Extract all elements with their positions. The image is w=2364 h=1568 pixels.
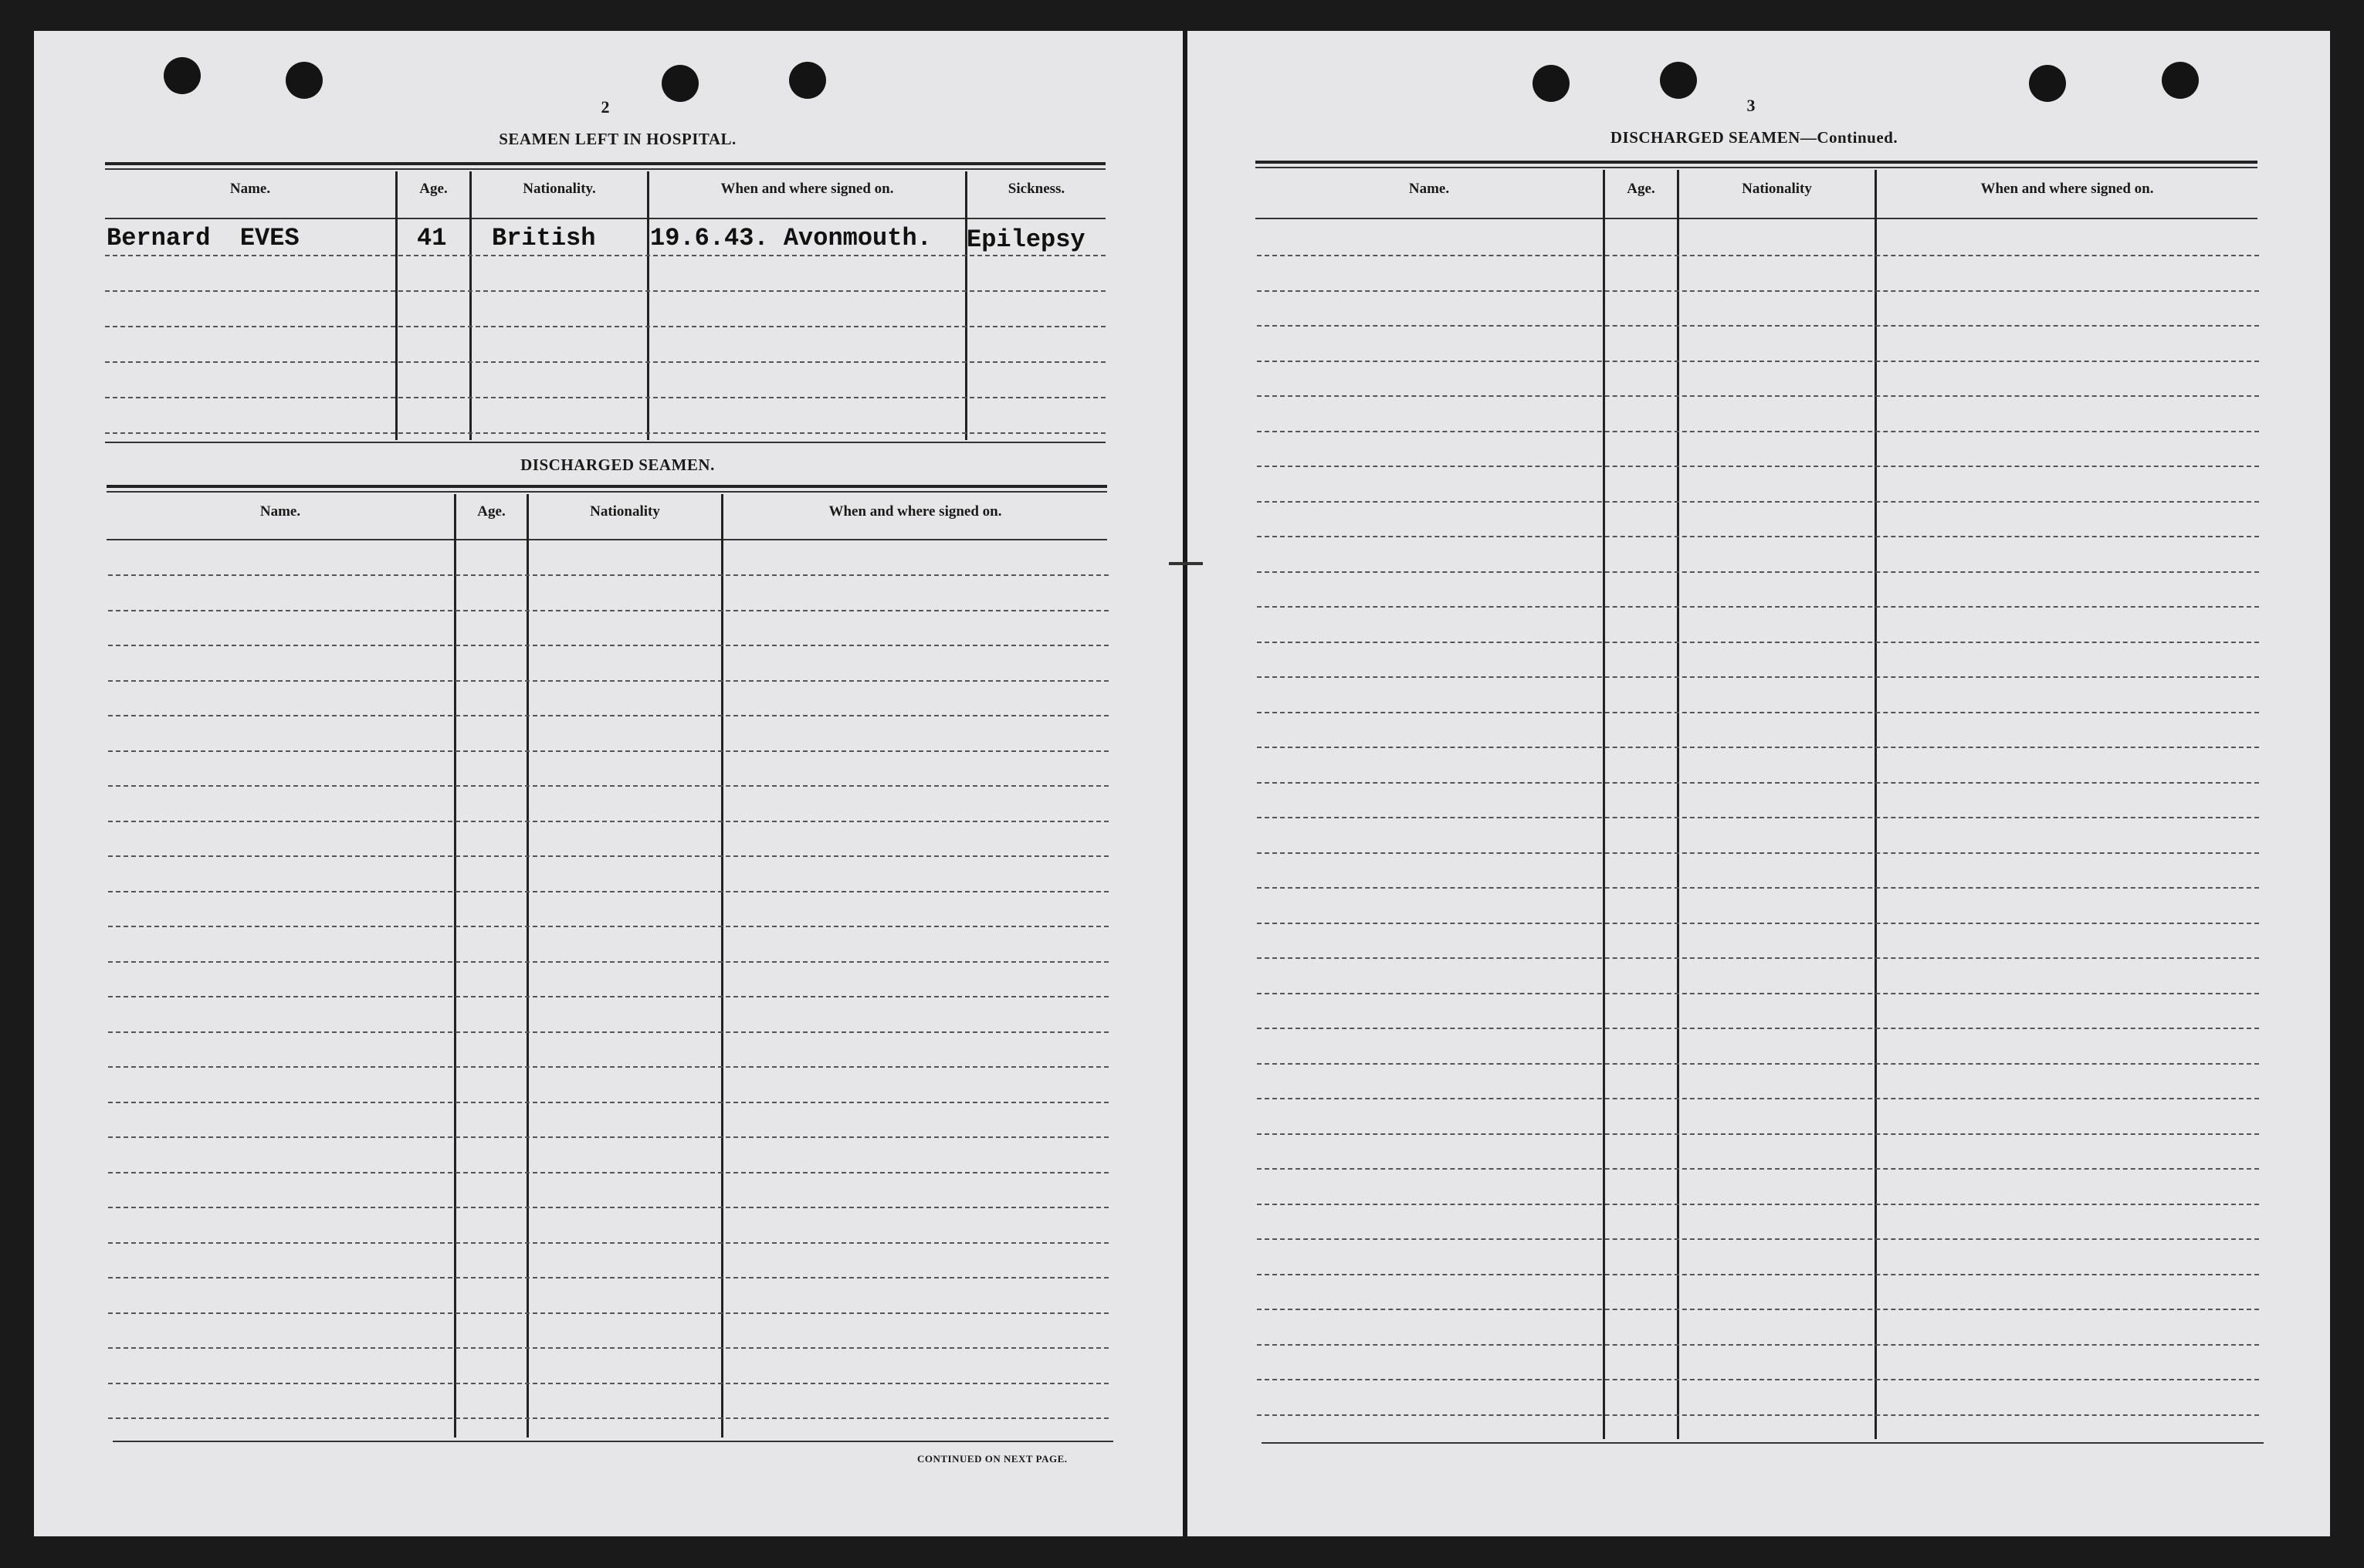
- row-rule: [108, 1172, 1109, 1173]
- punch-hole: [789, 62, 826, 99]
- discharged-section-title: DISCHARGED SEAMEN.: [520, 455, 715, 474]
- punch-hole: [1533, 65, 1570, 102]
- row-rule: [1257, 536, 2259, 537]
- row-rule: [105, 290, 1106, 292]
- row-rule: [1257, 1098, 2259, 1099]
- row-rule: [1257, 431, 2259, 432]
- row-rule: [1257, 747, 2259, 748]
- right-table-top-rule: [1255, 167, 2257, 168]
- row-rule: [108, 1031, 1109, 1033]
- hospital-header-nationality: Nationality.: [523, 181, 596, 197]
- row-rule: [105, 255, 1106, 256]
- punch-hole: [662, 65, 699, 102]
- discharged-header-rule: [107, 539, 1107, 540]
- row-rule: [1257, 606, 2259, 608]
- row-rule: [1257, 642, 2259, 643]
- row-rule: [108, 1417, 1109, 1419]
- row-rule: [108, 785, 1109, 787]
- row-rule: [1257, 1204, 2259, 1205]
- column-divider: [647, 171, 649, 440]
- hospital-row-sickness: Epilepsy: [967, 225, 1085, 254]
- row-rule: [1257, 571, 2259, 573]
- row-rule: [1257, 1168, 2259, 1170]
- continued-note: CONTINUED ON NEXT PAGE.: [917, 1453, 1068, 1465]
- discharged-header-name: Name.: [259, 503, 301, 520]
- column-divider: [469, 171, 472, 440]
- row-rule: [1257, 1414, 2259, 1416]
- row-rule: [1257, 1063, 2259, 1065]
- row-rule: [105, 361, 1106, 363]
- row-rule: [1257, 1344, 2259, 1346]
- row-rule: [1257, 923, 2259, 924]
- hospital-header-name: Name.: [229, 181, 271, 197]
- row-rule: [1257, 501, 2259, 503]
- discharged-table-bottom-rule: [113, 1441, 1113, 1442]
- row-rule: [1257, 676, 2259, 678]
- row-rule: [108, 961, 1109, 963]
- right-table-bottom-rule: [1262, 1442, 2264, 1444]
- row-rule: [108, 821, 1109, 822]
- page-number-right: 3: [1746, 96, 1756, 115]
- row-rule: [108, 1312, 1109, 1314]
- hospital-table-top-rule: [105, 168, 1106, 170]
- hospital-row-signed-on: 19.6.43. Avonmouth.: [650, 224, 932, 252]
- hospital-row-nationality: British: [492, 224, 596, 252]
- binder-mark: [1169, 562, 1203, 565]
- row-rule: [108, 1207, 1109, 1208]
- row-rule: [1257, 782, 2259, 784]
- row-rule: [105, 432, 1106, 434]
- row-rule: [1257, 395, 2259, 397]
- right-page: [1187, 31, 2330, 1536]
- row-rule: [1257, 852, 2259, 854]
- discharged-header-age: Age.: [477, 503, 506, 520]
- row-rule: [1257, 325, 2259, 327]
- row-rule: [108, 1277, 1109, 1278]
- right-header-signed-on: When and where signed on.: [1980, 181, 2154, 197]
- hospital-header-rule: [105, 218, 1106, 219]
- row-rule: [108, 680, 1109, 682]
- page-number-left: 2: [601, 97, 610, 117]
- punch-hole: [2029, 65, 2066, 102]
- discharged-continued-title: DISCHARGED SEAMEN—Continued.: [1610, 128, 1898, 147]
- right-header-name: Name.: [1408, 181, 1450, 197]
- row-rule: [108, 610, 1109, 611]
- right-header-age: Age.: [1627, 181, 1655, 197]
- row-rule: [1257, 712, 2259, 713]
- row-rule: [1257, 255, 2259, 256]
- row-rule: [108, 891, 1109, 892]
- row-rule: [108, 750, 1109, 752]
- row-rule: [108, 1347, 1109, 1349]
- row-rule: [108, 1066, 1109, 1068]
- right-header-nationality: Nationality: [1742, 181, 1812, 197]
- row-rule: [108, 1242, 1109, 1244]
- row-rule: [108, 855, 1109, 857]
- row-rule: [1257, 290, 2259, 292]
- discharged-table-top-rule: [107, 491, 1107, 493]
- column-divider: [721, 494, 723, 1438]
- punch-hole: [164, 57, 201, 94]
- hospital-table-top-rule: [105, 162, 1106, 165]
- right-table-top-rule: [1255, 161, 2257, 164]
- column-divider: [395, 171, 398, 440]
- row-rule: [108, 1383, 1109, 1384]
- hospital-header-sickness: Sickness.: [1008, 181, 1065, 197]
- row-rule: [1257, 817, 2259, 818]
- hospital-section-title: SEAMEN LEFT IN HOSPITAL.: [499, 130, 737, 148]
- column-divider: [454, 494, 456, 1438]
- hospital-header-age: Age.: [419, 181, 448, 197]
- punch-hole: [1660, 62, 1697, 99]
- row-rule: [105, 326, 1106, 327]
- row-rule: [1257, 1274, 2259, 1275]
- row-rule: [1257, 1379, 2259, 1380]
- hospital-header-signed-on: When and where signed on.: [720, 181, 894, 197]
- left-page: [34, 31, 1183, 1536]
- row-rule: [1257, 1309, 2259, 1310]
- row-rule: [1257, 1028, 2259, 1029]
- row-rule: [1257, 1238, 2259, 1240]
- discharged-header-nationality: Nationality: [590, 503, 660, 520]
- column-divider: [527, 494, 529, 1438]
- row-rule: [108, 574, 1109, 576]
- row-rule: [105, 397, 1106, 398]
- row-rule: [1257, 466, 2259, 467]
- row-rule: [1257, 361, 2259, 362]
- row-rule: [108, 996, 1109, 997]
- hospital-table-bottom-rule: [105, 442, 1106, 443]
- discharged-header-signed-on: When and where signed on.: [828, 503, 1002, 520]
- punch-hole: [286, 62, 323, 99]
- row-rule: [108, 715, 1109, 716]
- row-rule: [108, 926, 1109, 927]
- punch-hole: [2162, 62, 2199, 99]
- right-header-rule: [1255, 218, 2257, 219]
- discharged-table-top-rule: [107, 485, 1107, 488]
- hospital-row-age: 41: [417, 224, 447, 252]
- row-rule: [108, 1102, 1109, 1103]
- row-rule: [1257, 1133, 2259, 1135]
- row-rule: [108, 645, 1109, 646]
- row-rule: [108, 1136, 1109, 1138]
- column-divider: [965, 171, 967, 440]
- row-rule: [1257, 957, 2259, 959]
- row-rule: [1257, 993, 2259, 994]
- hospital-row-name: Bernard EVES: [107, 224, 300, 252]
- row-rule: [1257, 887, 2259, 889]
